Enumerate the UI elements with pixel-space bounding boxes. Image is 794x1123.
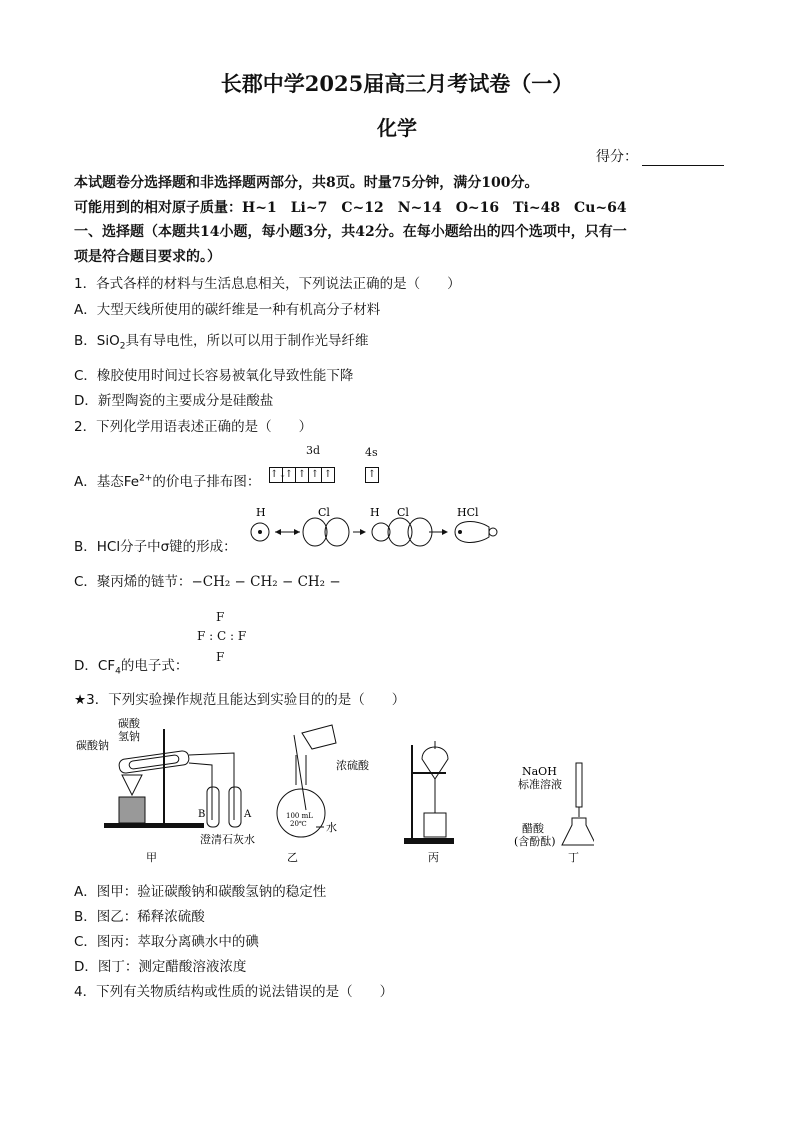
label-hcl: HCl [457,506,479,519]
q3-experiment-figures [74,715,594,865]
intro-line-1: 本试题卷分选择题和非选择题两部分，共8页。时量75分钟，满分100分。 [74,175,539,191]
arrowhead [360,529,366,535]
q1-b-sub: 2 [119,341,126,352]
figure-jia [76,716,255,864]
receiving-beaker [424,813,446,837]
label-flask-temp: 20℃ [290,820,307,828]
inner-tube [129,755,180,770]
figure-ding [514,763,594,864]
q2-option-b: B．HCl分子中σ键的形成： [74,539,237,555]
label-nahco3-2: 氢钠 [118,730,140,743]
score-blank [642,151,724,166]
orbital-diagram-3d [270,462,335,483]
q2-option-a [74,470,260,490]
lamp-flame [122,775,142,795]
cf4-top-f: F [216,610,225,624]
intro-line-2: 可能用到的相对原子质量：H~1 Li~7 C~12 N~14 O~16 Ti~48 Cu~64 [74,200,627,216]
burette [576,763,582,807]
q1-b-pre: B．SiO [74,333,120,349]
separatory-funnel [422,747,448,779]
subject-title: 化学 [377,116,417,140]
q1-stem: 1．各式各样的材料与生活息息相关，下列说法正确的是（ ） [74,276,461,292]
arrowhead [275,529,281,535]
label-water: 水 [326,821,337,834]
q3-stem: ★3．下列实验操作规范且能达到实验目的的是（ ） [74,692,406,708]
section-heading-line-1: 一、选择题（本题共14小题，每小题3分，共42分。在每小题给出的四个选项中，只有一 [74,224,627,240]
caption-yi: 乙 [287,851,298,864]
section-heading-line-2: 项是符合题目要求的。） [74,249,221,265]
pouring-beaker [302,725,336,749]
q2-option-d [74,654,188,677]
q3-option-a: A．图甲：验证碳酸钠和碳酸氢钠的稳定性 [74,884,327,900]
q2-a-post: 的价电子排布图： [152,474,261,490]
orbital-diagram-4s [366,462,379,483]
orbital-4s-label: 4s [365,446,378,459]
h-orbital [372,523,390,541]
q2-a-pre: A．基态Fe [74,474,140,490]
q2-d-sub: 4 [115,666,121,677]
conical-flask [562,818,594,845]
label-limewater: 澄清石灰水 [200,833,255,846]
q2-c-formula: −CH₂ − CH₂ − CH₂ − [191,574,341,590]
q1-option-a: A．大型天线所使用的碳纤维是一种有机高分子材料 [74,302,381,318]
h-nucleus [258,530,262,534]
q2-option-c [74,570,341,590]
caption-jia: 甲 [146,851,157,864]
q2-d-pre: D．CF [74,658,116,674]
hcl-small-lobe [489,528,497,536]
caption-bing: 丙 [428,851,439,864]
label-h: H [256,506,266,519]
q1-option-c: C．橡胶使用时间过长容易被氧化导致性能下降 [74,368,354,384]
hcl-sigma-bond-figure [245,505,505,551]
cf4-middle: F : C : F [197,629,247,643]
hcl-nucleus [458,530,462,534]
q3-option-b: B．图乙：稀释浓硫酸 [74,909,205,925]
orbital-box: ↑ [295,467,309,483]
label-standard-solution: 标准溶液 [518,778,562,791]
orbital-box: ↑↓ [269,467,283,483]
burner-block [119,797,145,823]
label-nahco3-1: 碳酸 [118,717,140,730]
q1-option-b [74,329,368,352]
orbital-3d-label: 3d [306,444,321,457]
q2-stem: 2．下列化学用语表述正确的是（ ） [74,419,313,435]
outer-tube [118,750,189,774]
label-cl: Cl [318,506,330,519]
orbital-box: ↑ [365,467,379,483]
label-a: A [244,809,252,820]
test-tube-a [229,787,241,827]
q3-option-d: D．图丁：测定醋酸溶液浓度 [74,959,247,975]
test-tube-b [207,787,219,827]
stand-base [104,823,204,828]
score-field [596,146,724,166]
cl-p-orbital-lobe [325,518,349,546]
caption-ding: 丁 [568,851,579,864]
q4-stem: 4．下列有关物质结构或性质的说法错误的是（ ） [74,984,394,1000]
orbital-box: ↑ [282,467,296,483]
label-na2co3: 碳酸钠 [76,739,109,752]
q1-b-post: 具有导电性，所以可以用于制作光导纤维 [125,333,369,349]
label-phenolphthalein: (含酚酞) [514,835,556,848]
figure-yi [277,725,370,864]
cl-p-orbital-lobe [303,518,327,546]
figure-bing [404,741,454,864]
label-cl: Cl [397,506,409,519]
q1-option-d: D．新型陶瓷的主要成分是硅酸盐 [74,393,274,409]
label-b: B [198,809,206,820]
label-conc-acid: 浓硫酸 [336,759,369,772]
stand-base [404,838,454,844]
arrowhead [442,529,448,535]
arrowhead [294,529,300,535]
score-label: 得分： [596,149,638,165]
page-title: 长郡中学2025届高三月考试卷（一） [220,71,574,96]
q3-option-c: C．图丙：萃取分离碘水中的碘 [74,934,259,950]
cf4-bottom-f: F [216,650,225,664]
q2-c-label: C．聚丙烯的链节： [74,574,192,590]
q2-a-sup: 2+ [139,473,153,484]
q2-d-post: 的电子式： [120,658,189,674]
label-acetic-acid: 醋酸 [522,822,544,835]
orbital-box: ↑ [321,467,335,483]
label-naoh: NaOH [522,765,557,778]
orbital-box: ↑ [308,467,322,483]
label-h: H [370,506,380,519]
label-flask-volume: 100 mL [286,812,313,820]
